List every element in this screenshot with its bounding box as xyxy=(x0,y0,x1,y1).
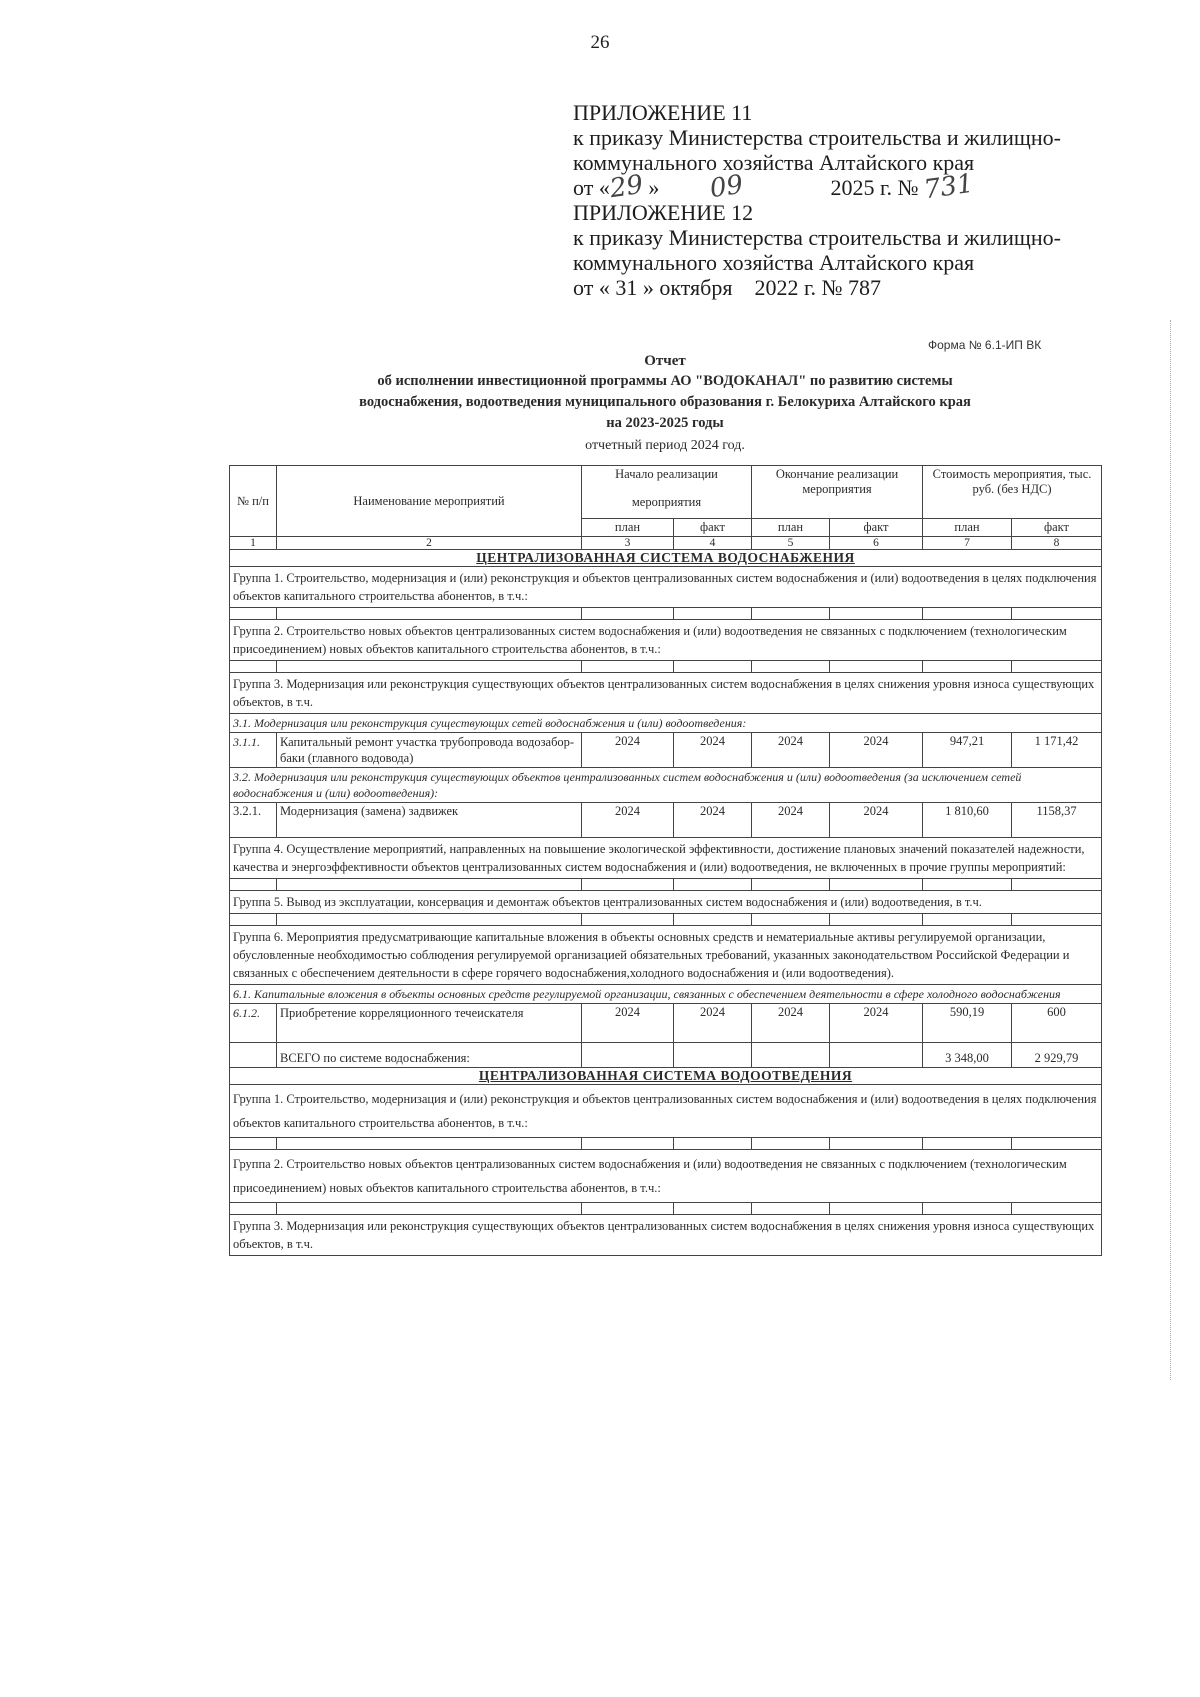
report-subtitle-3: на 2023-2025 годы xyxy=(606,415,724,431)
group-row xyxy=(230,891,1102,914)
end-plan: 2024 xyxy=(752,803,830,838)
col-number: 3 xyxy=(582,537,674,550)
table-row xyxy=(230,1004,1102,1043)
report-title: Отчет xyxy=(644,353,686,369)
table-row xyxy=(230,733,1102,768)
appendix-11-line2: коммунального хозяйства Алтайского края xyxy=(573,150,975,175)
appendix-12-title: ПРИЛОЖЕНИЕ 12 xyxy=(573,200,754,225)
sw-group-2: Группа 2. Строительство новых объектов централизованных систем водоснабжения и (или) водоотведения не связанных с подключением (технологическим присоединением) новых объектов капитального строительства абонентов, в т.ч.: xyxy=(230,1150,1102,1203)
appendix-11-date-line xyxy=(573,168,1133,206)
report-table xyxy=(229,465,1102,1256)
group-row xyxy=(230,1215,1102,1256)
col-number: 1 xyxy=(230,537,277,550)
report-title-block xyxy=(230,352,1100,456)
total-empty-cell xyxy=(830,1043,923,1068)
start-fact: 2024 xyxy=(674,733,752,768)
col-number: 7 xyxy=(923,537,1012,550)
subgroup-row xyxy=(230,714,1102,733)
total-row xyxy=(230,1043,1102,1068)
appendix-11-block xyxy=(573,100,1133,206)
subgroup-row xyxy=(230,768,1102,803)
row-name: Капитальный ремонт участка трубопровода водозабор-баки (главного водовода) xyxy=(277,733,582,768)
report-subtitle-1: об исполнении инвестиционной программы АО "ВОДОКАНАЛ" по развитию системы xyxy=(377,373,953,389)
row-num: 3.1.1. xyxy=(230,733,277,768)
total-empty-cell xyxy=(230,1043,277,1068)
blank-row xyxy=(230,661,1102,673)
total-plan: 3 348,00 xyxy=(923,1043,1012,1068)
table-row xyxy=(230,803,1102,838)
end-plan: 2024 xyxy=(752,733,830,768)
col-number: 5 xyxy=(752,537,830,550)
header-fact: факт xyxy=(1012,519,1102,537)
header-start-bottom: мероприятия xyxy=(631,495,702,509)
col-number: 8 xyxy=(1012,537,1102,550)
header-plan: план xyxy=(582,519,674,537)
ws-group-6: Группа 6. Мероприятия предусматривающие капитальные вложения в объекты основных средств и нематериальные активы регулируемой организации, обусловленные необходимостью соблюдения регулируемой организацией обязательных требований, указанных законодательством Российской Федерации и связанных с обеспечением деятельности в сфере горячего водоснабжения,холодного водоснабжения и (или водоотведения). xyxy=(230,926,1102,985)
end-fact: 2024 xyxy=(830,1004,923,1043)
col-number: 2 xyxy=(277,537,582,550)
blank-row xyxy=(230,608,1102,620)
scan-edge-line xyxy=(1170,320,1172,1380)
total-empty-cell xyxy=(752,1043,830,1068)
year-text: 2025 г. № xyxy=(830,175,919,200)
appendix-11-title: ПРИЛОЖЕНИЕ 11 xyxy=(573,100,753,125)
header-end: Окончание реализации мероприятия xyxy=(752,466,923,519)
header-col-name: Наименование мероприятий xyxy=(277,466,582,537)
ws-group-1: Группа 1. Строительство, модернизация и (или) реконструкция и объектов централизованных систем водоснабжения и (или) водоотведения в целях подключения объектов капитального строительства абонентов, в т.ч.: xyxy=(230,567,1102,608)
column-number-row xyxy=(230,537,1102,550)
form-code: Форма № 6.1-ИП ВК xyxy=(928,338,1042,352)
appendix-12-block xyxy=(573,200,1133,300)
blank-row xyxy=(230,1203,1102,1215)
col-number: 6 xyxy=(830,537,923,550)
sw-group-3: Группа 3. Модернизация или реконструкция существующих объектов централизованных систем водоснабжения в целях снижения уровня износа существующих объектов, в т.ч. xyxy=(230,1215,1102,1256)
handwritten-number: 731 xyxy=(922,168,976,206)
cost-fact: 1158,37 xyxy=(1012,803,1102,838)
total-label: ВСЕГО по системе водоснабжения: xyxy=(277,1043,582,1068)
start-fact: 2024 xyxy=(674,803,752,838)
group-row xyxy=(230,838,1102,879)
ws-group-2: Группа 2. Строительство новых объектов централизованных систем водоснабжения и (или) водоотведения не связанных с подключением (технологическим присоединением) новых объектов капитального строительства абонентов, в т.ч.: xyxy=(230,620,1102,661)
appendix-11-line1: к приказу Министерства строительства и жилищно- xyxy=(573,125,1061,150)
start-plan: 2024 xyxy=(582,733,674,768)
total-empty-cell xyxy=(674,1043,752,1068)
start-fact: 2024 xyxy=(674,1004,752,1043)
header-plan: план xyxy=(923,519,1012,537)
ws-group-3: Группа 3. Модернизация или реконструкция существующих объектов централизованных систем водоснабжения в целях снижения уровня износа существующих объектов, в т.ч. xyxy=(230,673,1102,714)
header-plan: план xyxy=(752,519,830,537)
header-start xyxy=(582,466,752,519)
group-row xyxy=(230,926,1102,985)
header-col-num: № п/п xyxy=(230,466,277,537)
sewerage-heading: ЦЕНТРАЛИЗОВАННАЯ СИСТЕМА ВОДООТВЕДЕНИЯ xyxy=(230,1068,1102,1085)
row-num: 6.1.2. xyxy=(230,1004,277,1043)
section-row xyxy=(230,1068,1102,1085)
total-fact: 2 929,79 xyxy=(1012,1043,1102,1068)
end-fact: 2024 xyxy=(830,803,923,838)
header-row xyxy=(230,466,1102,519)
subgroup-row xyxy=(230,985,1102,1004)
header-fact: факт xyxy=(830,519,923,537)
start-plan: 2024 xyxy=(582,803,674,838)
end-plan: 2024 xyxy=(752,1004,830,1043)
start-plan: 2024 xyxy=(582,1004,674,1043)
end-fact: 2024 xyxy=(830,733,923,768)
group-row xyxy=(230,673,1102,714)
blank-row xyxy=(230,1138,1102,1150)
row-num: 3.2.1. xyxy=(230,803,277,838)
cost-fact: 600 xyxy=(1012,1004,1102,1043)
sw-group-1: Группа 1. Строительство, модернизация и (или) реконструкция и объектов централизованных систем водоснабжения и (или) водоотведения в целях подключения объектов капитального строительства абонентов, в т.ч.: xyxy=(230,1085,1102,1138)
section-row xyxy=(230,550,1102,567)
group-row xyxy=(230,1085,1102,1138)
date-prefix: от « xyxy=(573,175,610,200)
cost-plan: 1 810,60 xyxy=(923,803,1012,838)
ws-sub-6-1: 6.1. Капитальные вложения в объекты основных средств регулируемой организации, связанных с обеспечением деятельности в сфере холодного водоснабжения xyxy=(230,985,1102,1004)
handwritten-month: 09 xyxy=(708,169,746,205)
cost-plan: 947,21 xyxy=(923,733,1012,768)
water-supply-heading: ЦЕНТРАЛИЗОВАННАЯ СИСТЕМА ВОДОСНАБЖЕНИЯ xyxy=(230,550,1102,567)
blank-row xyxy=(230,914,1102,926)
appendix-12-line1: к приказу Министерства строительства и жилищно- xyxy=(573,225,1061,250)
row-name: Модернизация (замена) задвижек xyxy=(277,803,582,838)
group-row xyxy=(230,567,1102,608)
ws-sub-3-1: 3.1. Модернизация или реконструкция существующих сетей водоснабжения и (или) водоотведения: xyxy=(230,714,1102,733)
cost-plan: 590,19 xyxy=(923,1004,1012,1043)
blank-row xyxy=(230,879,1102,891)
cost-fact: 1 171,42 xyxy=(1012,733,1102,768)
appendix-12-line2: коммунального хозяйства Алтайского края xyxy=(573,250,975,275)
header-fact: факт xyxy=(674,519,752,537)
page-number: 26 xyxy=(590,32,610,53)
date-mid: » xyxy=(648,175,660,200)
ws-sub-3-2: 3.2. Модернизация или реконструкция существующих объектов централизованных систем водоснабжения и (или) водоотведения (за исключением сетей водоснабжения и (или) водоотведения): xyxy=(230,768,1102,803)
ws-group-5: Группа 5. Вывод из эксплуатации, консервация и демонтаж объектов централизованных систем водоснабжения и (или) водоотведения, в т.ч. xyxy=(230,891,1102,914)
total-empty-cell xyxy=(582,1043,674,1068)
row-name: Приобретение корреляционного течеискателя xyxy=(277,1004,582,1043)
ws-group-4: Группа 4. Осуществление мероприятий, направленных на повышение экологической эффективности, достижение плановых значений показателей надежности, качества и энергоэффективности объектов централизованных систем водоснабжения и (или) водоотведения, не включенных в прочие группы мероприятий: xyxy=(230,838,1102,879)
group-row xyxy=(230,1150,1102,1203)
group-row xyxy=(230,620,1102,661)
col-number: 4 xyxy=(674,537,752,550)
report-subtitle-2: водоснабжения, водоотведения муниципального образования г. Белокуриха Алтайского края xyxy=(359,394,971,410)
handwritten-day: 29 xyxy=(607,169,645,205)
header-start-top: Начало реализации xyxy=(615,467,718,481)
appendix-12-date-line: от « 31 » октября 2022 г. № 787 xyxy=(573,275,882,300)
report-period: отчетный период 2024 год. xyxy=(585,438,745,453)
header-cost: Стоимость мероприятия, тыс. руб. (без НДС) xyxy=(923,466,1102,519)
